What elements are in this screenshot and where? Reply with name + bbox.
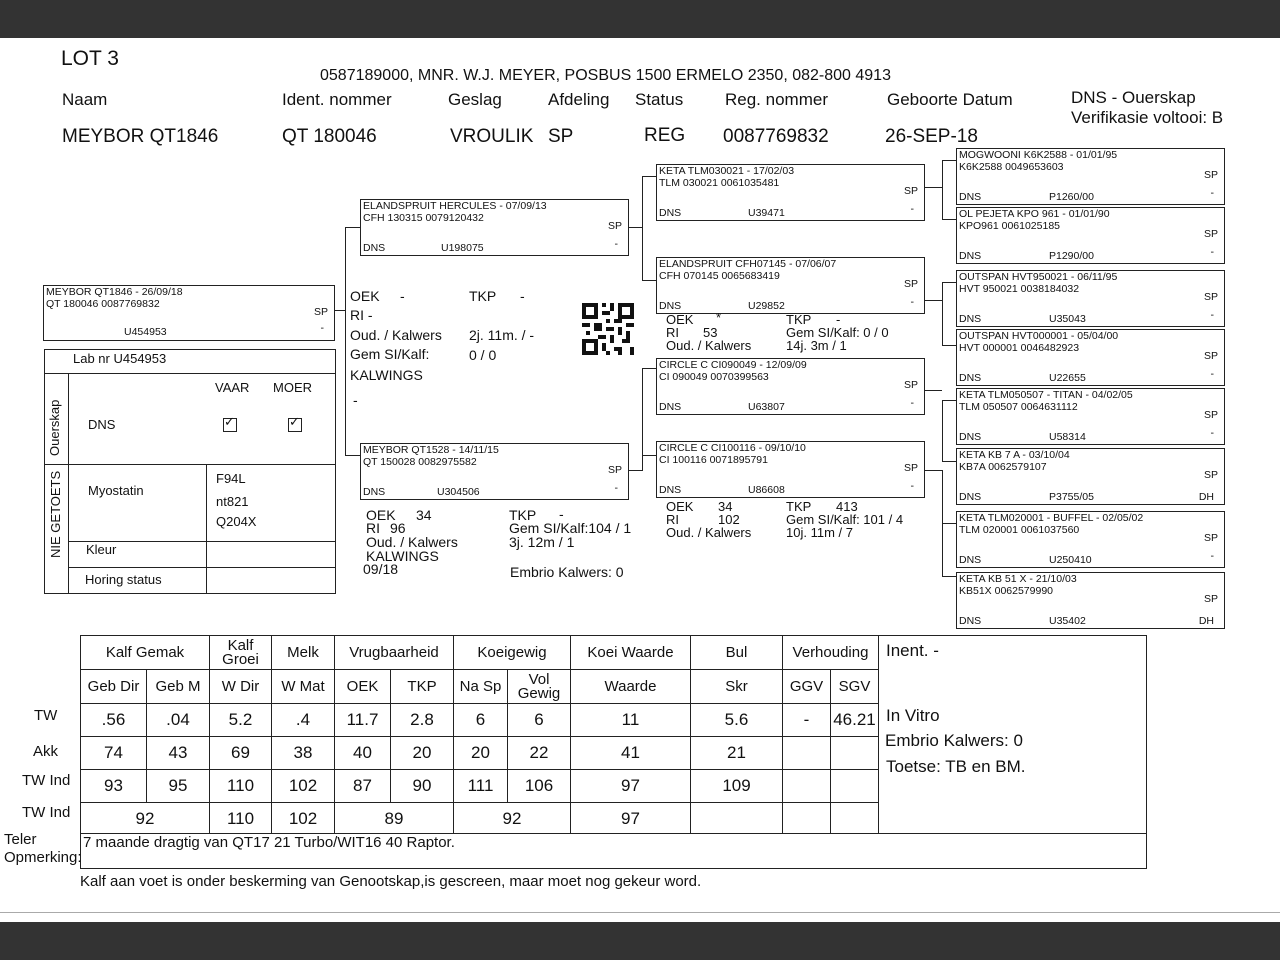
ggp-ids: KB51X 0062579990 — [959, 585, 1054, 597]
table-cell: 109 — [691, 770, 783, 803]
gp-dd-oud-label: Oud. / Kalwers — [666, 525, 752, 540]
ggp-name: KETA TLM020001 - BUFFEL - 02/05/02 — [959, 512, 1144, 524]
gp-sd-name: ELANDSPRUIT CFH07145 - 07/06/07 — [659, 258, 837, 270]
sire-sp: SP — [607, 220, 622, 232]
col-geb-dir: Geb Dir — [81, 670, 147, 704]
animal-status: REG — [644, 125, 686, 146]
connector-line — [942, 523, 956, 524]
ggp-card-4 — [956, 329, 1225, 386]
connector-line — [925, 187, 942, 188]
col-na-sp: Na Sp — [454, 670, 508, 704]
ggp-code: P1260/00 — [1049, 191, 1094, 203]
group-bul: Bul — [691, 636, 783, 670]
ggp-name: OUTSPAN HVT000001 - 05/04/00 — [959, 330, 1119, 342]
dam-tkp-value: - — [559, 506, 564, 522]
sire-oud-label: Oud. / Kalwers — [350, 327, 442, 343]
subject-dash: - — [320, 322, 324, 334]
gp-sd-ri-value: 53 — [703, 325, 718, 340]
table-cell — [783, 737, 831, 770]
ggp-code: U35402 — [1049, 615, 1086, 627]
group-melk: Melk — [272, 636, 335, 670]
animal-afdeling: SP — [548, 126, 574, 147]
table-cell — [831, 737, 879, 770]
col-tkp: TKP — [391, 670, 454, 704]
ggp-sp: SP — [1203, 409, 1218, 421]
table-cell — [783, 770, 831, 803]
subject-name: MEYBOR QT1846 - 26/09/18 — [46, 286, 183, 298]
sire-ids: CFH 130315 0079120432 — [363, 212, 484, 224]
gp-ds-ids: CI 090049 0070399563 — [659, 371, 769, 383]
gp-ss-dash: - — [910, 203, 914, 215]
table-cell: - — [783, 704, 831, 737]
table-cell: .04 — [147, 704, 210, 737]
subject-ids: QT 180046 0087769832 — [46, 298, 160, 310]
dam-sp: SP — [607, 464, 622, 476]
gp-dd-tkp-value: 413 — [836, 499, 858, 514]
dam-embrio: Embrio Kalwers: 0 — [510, 564, 624, 580]
footer-note: Kalf aan voet is onder beskerming van Genootskap,is gescreen, maar moet nog gekeur word. — [80, 873, 702, 890]
horing-label: Horing status — [85, 572, 162, 587]
subject-sp: SP — [313, 306, 328, 318]
ggp-code: U250410 — [1049, 554, 1092, 566]
gp-dd-tkp-label: TKP — [786, 499, 812, 514]
page-edge — [0, 912, 1280, 913]
gp-sd-tkp-value: - — [836, 312, 841, 327]
connector-line — [925, 390, 942, 391]
ggp-sp: SP — [1203, 350, 1218, 362]
lot-title: LOT 3 — [61, 47, 119, 70]
gp-sd-gem: Gem SI/Kalf: 0 / 0 — [786, 325, 889, 340]
gp-dd-oek-label: OEK — [666, 499, 694, 514]
ggp-dns: DNS — [959, 191, 982, 203]
table-cell: 6 — [508, 704, 571, 737]
remarks-text: 7 maande dragtig van QT17 21 Turbo/WIT16 40 Raptor. — [83, 834, 455, 851]
connector-line — [942, 400, 956, 401]
table-cell: 97 — [571, 770, 691, 803]
connector-line — [629, 227, 642, 228]
grandsire-maternal-card — [656, 358, 925, 415]
connector-line — [642, 176, 643, 280]
gp-ss-dns: DNS — [659, 207, 682, 219]
ggp-ids: KB7A 0062579107 — [959, 461, 1047, 473]
gp-dd-dash: - — [910, 480, 914, 492]
subject-card — [43, 285, 335, 341]
sire-oek-label: OEK — [350, 288, 380, 304]
gp-ss-ids: TLM 030021 0061035481 — [659, 177, 780, 189]
sire-gem-label: Gem SI/Kalf: — [350, 346, 430, 362]
animal-geboorte: 26-SEP-18 — [885, 126, 978, 147]
table-cell: 93 — [81, 770, 147, 803]
ggp-sp: SP — [1203, 228, 1218, 240]
ggp-card-2 — [956, 207, 1225, 264]
gp-sd-dns: DNS — [659, 300, 682, 312]
dam-ri-label: RI — [366, 520, 380, 536]
gp-dd-oek-value: 34 — [718, 499, 733, 514]
ggp-ids: K6K2588 0049653603 — [959, 161, 1064, 173]
header-geboorte: Geboorte Datum — [887, 90, 1013, 109]
gp-dd-oud-value: 10j. 11m / 7 — [786, 525, 853, 540]
col-geb-m: Geb M — [147, 670, 210, 704]
table-cell: 20 — [454, 737, 508, 770]
table-cell: 90 — [391, 770, 454, 803]
nie-getoets-label: NIE GETOETS — [48, 470, 63, 558]
ggp-name: OL PEJETA KPO 961 - 01/01/90 — [959, 208, 1110, 220]
row-label-twind: TW Ind — [22, 772, 71, 789]
ggp-dns: DNS — [959, 615, 982, 627]
col-oek: OEK — [335, 670, 391, 704]
animal-ident: QT 180046 — [282, 126, 377, 147]
ggp-name: OUTSPAN HVT950021 - 06/11/95 — [959, 271, 1118, 283]
ggp-sp: SP — [1203, 469, 1218, 481]
connector-line — [642, 176, 656, 177]
table-cell: 11.7 — [335, 704, 391, 737]
group-verhouding: Verhouding — [783, 636, 879, 670]
top-bar — [0, 0, 1280, 38]
toetse-label: Toetse: TB en BM. — [886, 757, 1026, 776]
ggp-code: U58314 — [1049, 431, 1086, 443]
table-cell: 41 — [571, 737, 691, 770]
connector-line — [345, 227, 360, 228]
gp-dd-ri-label: RI — [666, 512, 679, 527]
connector-line — [942, 160, 956, 161]
gp-ss-sp: SP — [903, 185, 918, 197]
ouerskap-label: Ouerskap — [47, 399, 62, 456]
ggp-dns: DNS — [959, 250, 982, 262]
col-sgv: SGV — [831, 670, 879, 704]
sire-dash: - — [614, 238, 618, 250]
gp-sd-ri-label: RI — [666, 325, 679, 340]
subject-code: U454953 — [124, 326, 167, 338]
owner-line: 0587189000, MNR. W.J. MEYER, POSBUS 1500 ERMELO 2350, 082-800 4913 — [320, 67, 891, 84]
gp-sd-oud-value: 14j. 3m / 1 — [786, 338, 847, 353]
gp-dd-ri-value: 102 — [718, 512, 740, 527]
dam-card — [360, 443, 629, 500]
ggp-dns: DNS — [959, 372, 982, 384]
ggp-ids: HVT 000001 0046482923 — [959, 342, 1080, 354]
sire-code: U198075 — [441, 242, 484, 254]
divider — [206, 464, 207, 594]
sire-oud-value: 2j. 11m. / - — [469, 327, 535, 343]
header-dns-ouerskap: DNS - Ouerskap — [1071, 88, 1196, 107]
row-label-akk: Akk — [33, 743, 59, 760]
ggp-dns: DNS — [959, 491, 982, 503]
ggp-sp: SP — [1203, 169, 1218, 181]
ggp-ids: TLM 050507 0064631112 — [959, 401, 1078, 413]
granddam-maternal-card — [656, 441, 925, 498]
ggp-card-5 — [956, 388, 1225, 445]
connector-line — [629, 470, 642, 471]
sire-gem-value: 0 / 0 — [469, 347, 497, 363]
table-cell: 110 — [210, 803, 272, 836]
sire-oek-value: - — [400, 288, 405, 304]
table-cell: 89 — [335, 803, 454, 836]
ggp-name: KETA TLM050507 - TITAN - 04/02/05 — [959, 389, 1133, 401]
table-cell: 74 — [81, 737, 147, 770]
sire-ri: RI - — [350, 307, 373, 323]
lab-number: Lab nr U454953 — [73, 351, 167, 366]
gp-sd-code: U29852 — [748, 300, 785, 312]
myostatin-nt821: nt821 — [216, 494, 249, 509]
table-cell: 21 — [691, 737, 783, 770]
gp-ss-code: U39471 — [748, 207, 785, 219]
connector-line — [642, 368, 656, 369]
group-kalf-groei: Kalf Groei — [210, 636, 272, 670]
sire-card — [360, 199, 629, 256]
table-cell: 92 — [81, 803, 210, 836]
dam-dns: DNS — [363, 486, 386, 498]
in-vitro-label: In Vitro — [886, 706, 940, 725]
row-label-tw: TW — [34, 707, 58, 724]
gp-dd-name: CIRCLE C CI100116 - 09/10/10 — [659, 442, 806, 454]
connector-line — [942, 160, 943, 220]
vaar-checkbox — [223, 418, 237, 437]
ggp-code: P1290/00 — [1049, 250, 1094, 262]
table-cell: 2.8 — [391, 704, 454, 737]
ggp-sp: SP — [1203, 532, 1218, 544]
ggp-code: U22655 — [1049, 372, 1086, 384]
table-cell: 111 — [454, 770, 508, 803]
ggp-dh: DH — [1198, 491, 1214, 503]
dam-oud-label: Oud. / Kalwers — [366, 534, 458, 550]
table-cell: 22 — [508, 737, 571, 770]
col-waarde: Waarde — [571, 670, 691, 704]
table-cell: 40 — [335, 737, 391, 770]
connector-line — [345, 455, 360, 456]
bottom-bar — [0, 922, 1280, 960]
group-koei-waarde: Koei Waarde — [571, 636, 691, 670]
ggp-dash: - — [1210, 550, 1214, 562]
moer-checkbox — [288, 418, 302, 437]
sire-kalwings-label: KALWINGS — [350, 367, 423, 383]
sire-name: ELANDSPRUIT HERCULES - 07/09/13 — [363, 200, 547, 212]
ggp-dns: DNS — [959, 313, 982, 325]
side-notes-cell — [879, 636, 1147, 836]
ggp-sp: SP — [1203, 593, 1218, 605]
col-w-mat: W Mat — [272, 670, 335, 704]
sire-dns: DNS — [363, 242, 386, 254]
col-skr: Skr — [691, 670, 783, 704]
col-vol-gewig: Vol Gewig — [508, 670, 571, 704]
gp-ds-code: U63807 — [748, 401, 785, 413]
embrio-kalwers-label: Embrio Kalwers: 0 — [885, 731, 1023, 750]
dam-code: U304506 — [437, 486, 480, 498]
qr-code — [582, 303, 634, 355]
animal-geslag: VROULIK — [450, 126, 534, 147]
header-naam: Naam — [62, 90, 108, 109]
ggp-code: U35043 — [1049, 313, 1086, 325]
inent-label: Inent. - — [886, 641, 939, 660]
table-cell — [831, 770, 879, 803]
remarks-box — [80, 833, 1147, 869]
ggp-dash: - — [1210, 427, 1214, 439]
gp-ds-dns: DNS — [659, 401, 682, 413]
table-cell: 97 — [571, 803, 691, 836]
ggp-dns: DNS — [959, 431, 982, 443]
header-reg: Reg. nommer — [725, 90, 828, 109]
gp-dd-gem: Gem SI/Kalf: 101 / 4 — [786, 512, 904, 527]
ggp-dash: - — [1210, 187, 1214, 199]
animal-reg: 0087769832 — [723, 126, 829, 147]
connector-line — [942, 461, 956, 462]
table-cell: 110 — [210, 770, 272, 803]
dam-dash: - — [614, 482, 618, 494]
table-cell — [783, 803, 831, 836]
sire-tkp-label: TKP — [469, 288, 497, 304]
gp-sd-tkp-label: TKP — [786, 312, 812, 327]
table-cell: 106 — [508, 770, 571, 803]
table-cell: 95 — [147, 770, 210, 803]
gp-dd-ids: CI 100116 0071895791 — [659, 454, 768, 466]
dam-kalwings-value: 09/18 — [363, 561, 399, 577]
table-cell: 46.21 — [831, 704, 879, 737]
ggp-dash: - — [1210, 246, 1214, 258]
dns-label: DNS — [88, 417, 116, 432]
gp-sd-dash: - — [910, 296, 914, 308]
ggp-ids: HVT 950021 0038184032 — [959, 283, 1080, 295]
dam-gem: Gem SI/Kalf:104 / 1 — [509, 520, 632, 536]
gp-dd-sp: SP — [903, 462, 918, 474]
ggp-ids: KPO961 0061025185 — [959, 220, 1061, 232]
table-cell: 5.6 — [691, 704, 783, 737]
ggp-name: KETA KB 51 X - 21/10/03 — [959, 573, 1077, 585]
connector-line — [642, 455, 656, 456]
dam-name: MEYBOR QT1528 - 14/11/15 — [363, 444, 499, 456]
breeding-values-table — [80, 635, 1147, 836]
divider — [68, 373, 69, 594]
col-w-dir: W Dir — [210, 670, 272, 704]
ggp-dh: DH — [1198, 615, 1214, 627]
dam-oek-label: OEK — [366, 507, 396, 523]
connector-line — [942, 400, 943, 462]
table-cell: 102 — [272, 770, 335, 803]
dam-tkp-label: TKP — [509, 507, 537, 523]
connector-line — [925, 470, 942, 471]
col-ggv: GGV — [783, 670, 831, 704]
ggp-card-8 — [956, 572, 1225, 629]
animal-naam: MEYBOR QT1846 — [62, 126, 219, 147]
moer-label: MOER — [273, 380, 312, 395]
ggp-card-6 — [956, 448, 1225, 505]
ggp-dash: - — [1210, 309, 1214, 321]
sire-tkp-value: - — [520, 288, 525, 304]
table-cell: 92 — [454, 803, 571, 836]
gp-sd-oek-value: * — [716, 310, 722, 325]
table-cell: 38 — [272, 737, 335, 770]
table-cell: .56 — [81, 704, 147, 737]
gp-dd-code: U86608 — [748, 484, 785, 496]
connector-line — [642, 280, 656, 281]
connector-line — [925, 300, 942, 301]
ggp-sp: SP — [1203, 291, 1218, 303]
group-kalf-gemak: Kalf Gemak — [81, 636, 210, 670]
ggp-dash: - — [1210, 368, 1214, 380]
gp-ds-dash: - — [910, 397, 914, 409]
header-verifikasie: Verifikasie voltooi: B — [1071, 108, 1224, 127]
ggp-card-3 — [956, 270, 1225, 327]
table-cell: 20 — [391, 737, 454, 770]
ggp-card-1 — [956, 148, 1225, 205]
table-cell: 5.2 — [210, 704, 272, 737]
ggp-name: MOGWOONI K6K2588 - 01/01/95 — [959, 149, 1118, 161]
ggp-dns: DNS — [959, 554, 982, 566]
vaar-label: VAAR — [215, 380, 250, 395]
header-ident: Ident. nommer — [282, 90, 392, 109]
connector-line — [942, 282, 956, 283]
table-cell: 102 — [272, 803, 335, 836]
dam-oud-value: 3j. 12m / 1 — [509, 534, 575, 550]
connector-line — [942, 282, 943, 346]
gp-sd-ids: CFH 070145 0065683419 — [659, 270, 780, 282]
connector-line — [335, 310, 345, 311]
row-label-twind-2: TW Ind — [22, 804, 71, 821]
header-geslag: Geslag — [448, 90, 502, 109]
opmerking-label: Opmerking: — [4, 849, 82, 866]
dam-ids: QT 150028 0082975582 — [363, 456, 477, 468]
divider — [68, 567, 336, 568]
myostatin-q204x: Q204X — [216, 514, 257, 529]
table-cell — [831, 803, 879, 836]
table-cell: 6 — [454, 704, 508, 737]
ggp-card-7 — [956, 511, 1225, 568]
divider — [44, 464, 336, 465]
myostatin-label: Myostatin — [88, 483, 144, 498]
teler-label: Teler — [4, 831, 37, 848]
table-cell: .4 — [272, 704, 335, 737]
header-afdeling: Afdeling — [548, 90, 610, 109]
ggp-name: KETA KB 7 A - 03/10/04 — [959, 449, 1070, 461]
connector-line — [345, 227, 346, 455]
table-cell: 69 — [210, 737, 272, 770]
table-cell: 87 — [335, 770, 391, 803]
connector-line — [942, 576, 956, 577]
table-cell: 43 — [147, 737, 210, 770]
gp-ds-name: CIRCLE C CI090049 - 12/09/09 — [659, 359, 807, 371]
sire-kalwings-value: - — [353, 392, 358, 408]
gp-dd-dns: DNS — [659, 484, 682, 496]
table-cell: 11 — [571, 704, 691, 737]
myostatin-f94l: F94L — [216, 471, 246, 486]
table-cell — [691, 803, 783, 836]
group-vrugbaarheid: Vrugbaarheid — [335, 636, 454, 670]
grandsire-paternal-card — [656, 164, 925, 221]
dam-oek-value: 34 — [416, 507, 432, 523]
gp-ss-name: KETA TLM030021 - 17/02/03 — [659, 165, 795, 177]
gp-sd-sp: SP — [903, 278, 918, 290]
gp-ds-sp: SP — [903, 379, 918, 391]
gp-sd-oek-label: OEK — [666, 312, 694, 327]
ggp-code: P3755/05 — [1049, 491, 1094, 503]
dam-ri-value: 96 — [390, 520, 406, 536]
divider — [44, 373, 336, 374]
group-koeigewig: Koeigewig — [454, 636, 571, 670]
kleur-label: Kleur — [86, 542, 117, 557]
gp-sd-oud-label: Oud. / Kalwers — [666, 338, 752, 353]
dam-kalwings-label: KALWINGS — [366, 548, 439, 564]
connector-line — [942, 345, 956, 346]
header-status: Status — [635, 90, 684, 109]
granddam-paternal-card — [656, 257, 925, 314]
connector-line — [942, 219, 956, 220]
ggp-ids: TLM 020001 0061037560 — [959, 524, 1080, 536]
